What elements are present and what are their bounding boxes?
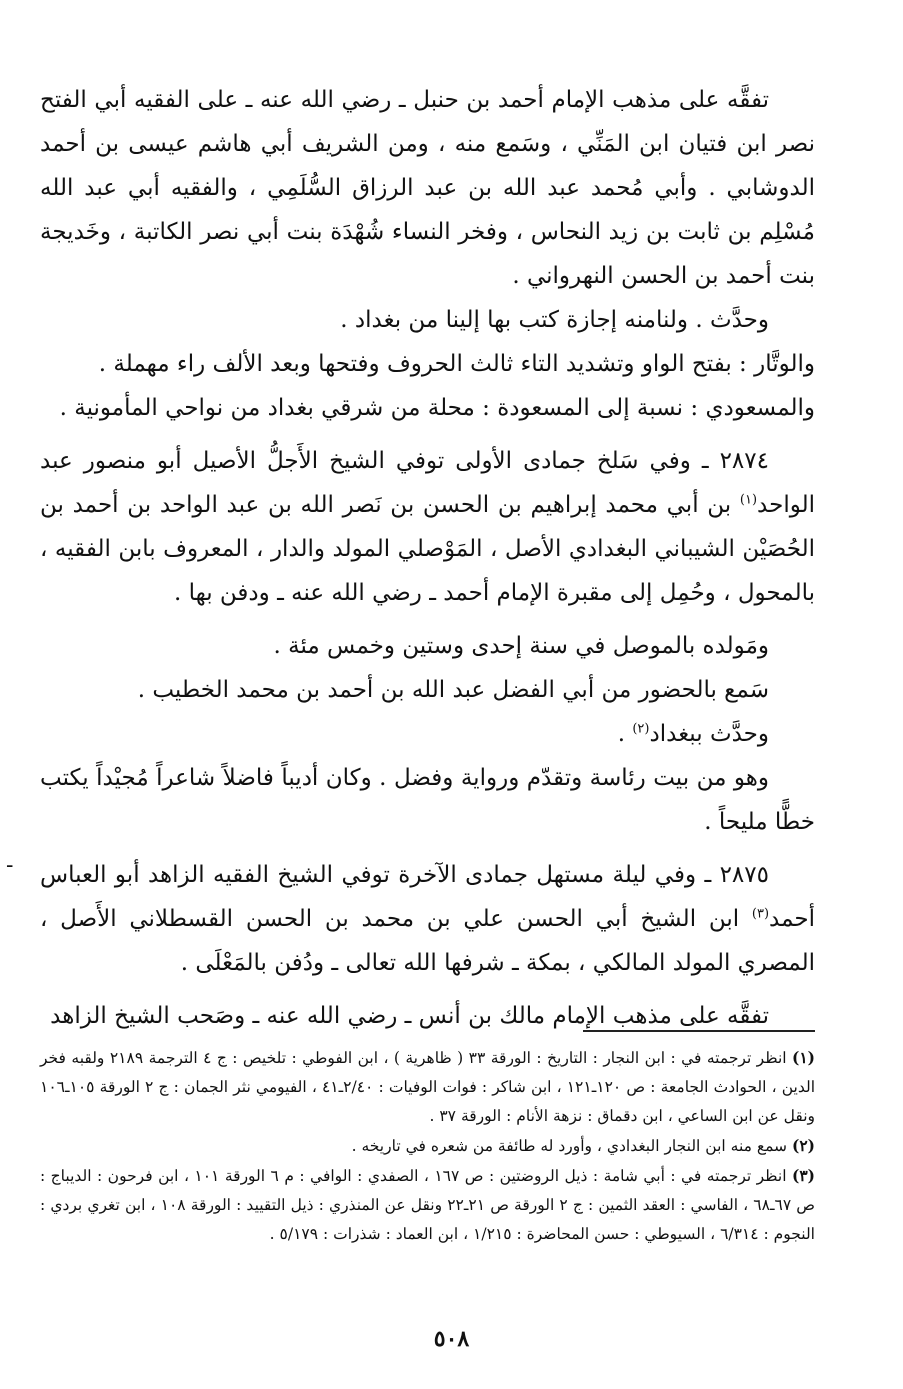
footnote-2-text: سمع منه ابن النجار البغدادي ، وأورد له طائفة من شعره في تاريخه . — [351, 1137, 792, 1155]
haddath-text: وحدَّث ببغداد — [649, 721, 769, 747]
footnote-3 — [40, 1161, 815, 1249]
page-number: ٥٠٨ — [433, 1326, 470, 1352]
main-text — [40, 78, 815, 1038]
entry-2874 — [40, 439, 815, 615]
footnote-3-text: انظر ترجمته في : أبي شامة : ذيل الروضتين : ص ١٦٧ ، الصفدي : الوافي : م ٦ الورقة ١٠١ ، ابن فرحون : الديباج : ص ٦٧ـ٦٨ ، الفاسي : العقد الثمين : ج ٢ الورقة ص ٢١ـ٢٢ ونقل عن المنذري : ذيل التقييد : الورقة ١٠٨ ، ابن تغري بردي : النجوم : ٦/٣١٤ ، السيوطي : حسن المحاضرة : ١/٢١٥ ، ابن العماد : شذرات : ٥/١٧٩ . — [40, 1167, 816, 1243]
paragraph-samia: سَمع بالحضور من أبي الفضل عبد الله بن أحمد بن محمد الخطيب . — [137, 677, 769, 703]
entry-2875 — [40, 853, 815, 985]
footnote-ref-3: (٣) — [751, 906, 770, 922]
footnote-3-number: (٣) — [791, 1166, 815, 1185]
entry-2874-text-a: ٢٨٧٤ ـ وفي سَلخ جمادى الأولى توفي الشيخ الأَجلُّ الأصيل أبو منصور عبد الواحد — [40, 448, 815, 518]
paragraph-masudi-note: والمسعودي : نسبة إلى المسعودة : محلة من شرقي بغداد من نواحي المأمونية . — [59, 395, 815, 421]
paragraph-tafaqqah-malik: تفقَّه على مذهب الإمام مالك بن أنس ـ رضي الله عنه ـ وصَحب الشيخ الزاهد — [50, 1003, 769, 1029]
paragraph-wattar-note: والوتَّار : بفتح الواو وتشديد التاء ثالث الحروف وفتحها وبعد الألف راء مهملة . — [98, 351, 815, 377]
paragraph-tafaqqah-hanbal: تفقَّه على مذهب الإمام أحمد بن حنبل ـ رضي الله عنه ـ على الفقيه أبي الفتح نصر ابن فتيان ابن المَنِّي ، وسَمع منه ، ومن الشريف أبي هاشم عيسى بن أحمد الدوشابي . وأبي مُحمد عبد الله بن عبد الرزاق السُّلَمِي ، والفقيه أبي عبد الله مُسْلِم بن ثابت بن زيد النحاس ، وفخر النساء شُهْدَة بنت أبي نصر الكاتبة ، وخَديجة بنت أحمد بن الحسن النهرواني . — [40, 87, 815, 289]
entry-2875-text-b: ابن الشيخ أبي الحسن علي بن محمد بن الحسن القسطلاني الأَصل ، المصري المولد المالكي ، بمكة ـ شرفها الله تعالى ـ ودُفن بالمَعْلَى . — [40, 906, 815, 976]
entry-2875-text-a: ٢٨٧٥ ـ وفي ليلة مستهل جمادى الآخرة توفي الشيخ الفقيه الزاهد أبو العباس أحمد — [40, 862, 815, 932]
footnote-1 — [40, 1043, 815, 1131]
footnote-ref-2: (٢) — [632, 721, 650, 737]
footnote-1-number: (١) — [792, 1048, 816, 1067]
footnote-separator — [583, 1030, 815, 1032]
paragraph-haddath: وحدَّث . ولنامنه إجازة كتب بها إلينا من بغداد . — [340, 307, 769, 333]
footnotes — [40, 1043, 815, 1249]
footnote-2 — [40, 1131, 815, 1161]
entry-2874-text-b: بن أبي محمد إبراهيم بن الحسن بن نَصر الله بن عبد الواحد بن أحمد بن الحُصَيْن الشيباني البغدادي الأصل ، المَوْصلي المولد والدار ، المعروف بابن الفقيه ، بالمحول ، وحُمِل إلى مقبرة الإمام أحمد ـ رضي الله عنه ـ ودفن بها . — [40, 492, 815, 606]
footnote-2-number: (٢) — [791, 1136, 815, 1155]
margin-mark: - — [6, 853, 14, 878]
footnote-ref-1: (١) — [739, 492, 758, 508]
paragraph-haddath-baghdad — [40, 712, 815, 756]
haddath-end: . — [617, 721, 633, 747]
footnote-1-text: انظر ترجمته في : ابن النجار : التاريخ : الورقة ٣٣ ( ظاهرية ) ، ابن الفوطي : تلخيص : ج ٤ الترجمة ٢١٨٩ ولقبه فخر الدين ، الحوادث الجامعة : ص ١٢٠ـ١٢١ ، ابن شاكر : فوات الوفيات : ٢/٤٠ـ٤١ ، الفيومي نثر الجمان : ج ٢ الورقة ١٠٥ـ١٠٦ ونقل عن ابن الساعي ، ابن دقماق : نزهة الأنام : الورقة ٣٧ . — [40, 1049, 815, 1125]
paragraph-bayt-riasa: وهو من بيت رئاسة وتقدّم ورواية وفضل . وكان أديباً فاضلاً شاعراً مُجيْداً يكتب خطًّا مليحاً . — [40, 765, 815, 835]
paragraph-mawlid: ومَولده بالموصل في سنة إحدى وستين وخمس مئة . — [273, 633, 769, 659]
